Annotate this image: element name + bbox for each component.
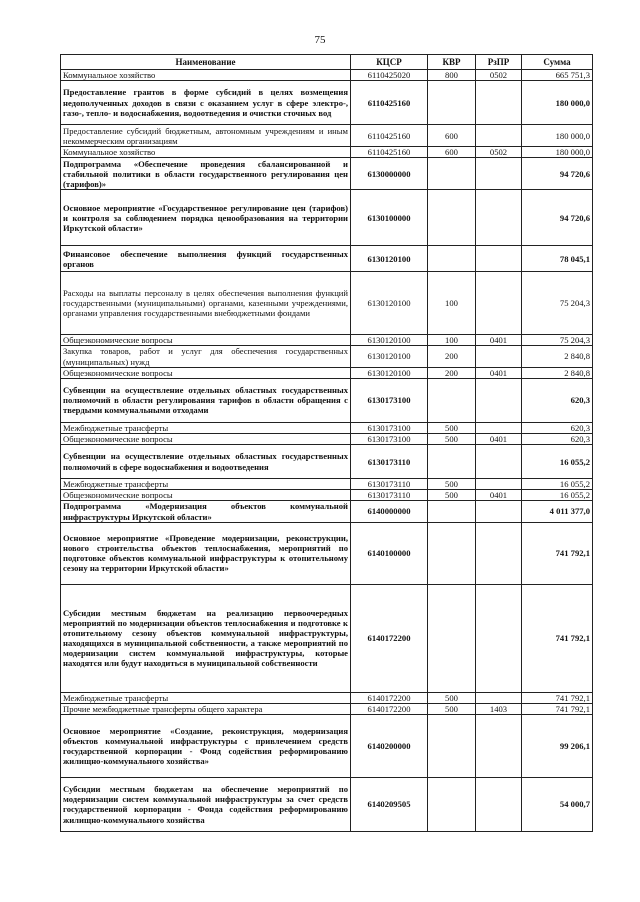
cell-name: Основное мероприятие «Проведение модернизации, реконструкции, нового строительства объектов теплоснабжения, мероприятий по подготовке объектов коммунальной инфраструктуры к отопительному сезону на территории Иркутской области» (61, 522, 351, 584)
cell-kcsr: 6140172200 (351, 584, 428, 692)
table-row (61, 714, 593, 777)
cell-sum: 16 055,2 (522, 490, 593, 501)
cell-rzpr: 0401 (476, 335, 522, 346)
table-row (61, 158, 593, 190)
cell-rzpr (476, 378, 522, 422)
cell-kcsr: 6110425020 (351, 70, 428, 81)
cell-rzpr: 0502 (476, 70, 522, 81)
budget-table (60, 54, 593, 832)
cell-kvr (428, 584, 476, 692)
header-kcsr: КЦСР (351, 55, 428, 70)
cell-kvr: 500 (428, 490, 476, 501)
cell-name: Предоставление субсидий бюджетным, автономным учреждениям и иным некоммерческим организациям (61, 125, 351, 147)
header-name: Наименование (61, 55, 351, 70)
table-row (61, 584, 593, 692)
table-row (61, 367, 593, 378)
cell-kvr (428, 378, 476, 422)
cell-kvr: 600 (428, 125, 476, 147)
cell-sum: 75 204,3 (522, 272, 593, 335)
cell-rzpr (476, 190, 522, 246)
cell-sum: 78 045,1 (522, 246, 593, 272)
cell-name: Финансовое обеспечение выполнения функций государственных органов (61, 246, 351, 272)
cell-kvr: 200 (428, 346, 476, 367)
cell-name: Основное мероприятие «Государственное регулирование цен (тарифов) и контроля за соблюдением порядка ценообразования на территории Иркутской области» (61, 190, 351, 246)
table-row (61, 479, 593, 490)
table-row (61, 246, 593, 272)
cell-kcsr: 6130120100 (351, 272, 428, 335)
cell-kcsr: 6130000000 (351, 158, 428, 190)
cell-sum: 94 720,6 (522, 158, 593, 190)
cell-sum: 665 751,3 (522, 70, 593, 81)
cell-sum: 4 011 377,0 (522, 501, 593, 522)
cell-kvr: 500 (428, 422, 476, 433)
cell-rzpr: 0401 (476, 490, 522, 501)
cell-kvr: 600 (428, 147, 476, 158)
cell-sum: 180 000,0 (522, 147, 593, 158)
cell-name: Общеэкономические вопросы (61, 490, 351, 501)
cell-sum: 180 000,0 (522, 125, 593, 147)
cell-rzpr: 0401 (476, 367, 522, 378)
cell-kvr (428, 714, 476, 777)
cell-rzpr (476, 714, 522, 777)
cell-kvr (428, 81, 476, 125)
cell-name: Общеэкономические вопросы (61, 367, 351, 378)
cell-sum: 741 792,1 (522, 692, 593, 703)
cell-rzpr (476, 584, 522, 692)
cell-sum: 620,3 (522, 422, 593, 433)
cell-kvr (428, 522, 476, 584)
cell-sum: 75 204,3 (522, 335, 593, 346)
cell-rzpr (476, 346, 522, 367)
cell-rzpr (476, 246, 522, 272)
cell-name: Подпрограмма «Модернизация объектов коммунальной инфраструктуры Иркутской области» (61, 501, 351, 522)
cell-sum: 94 720,6 (522, 190, 593, 246)
cell-kcsr: 6130173110 (351, 445, 428, 479)
cell-sum: 16 055,2 (522, 445, 593, 479)
cell-rzpr (476, 501, 522, 522)
cell-sum: 2 840,8 (522, 367, 593, 378)
table-row (61, 378, 593, 422)
cell-rzpr (476, 272, 522, 335)
cell-rzpr (476, 81, 522, 125)
cell-kvr: 500 (428, 479, 476, 490)
cell-kcsr: 6110425160 (351, 81, 428, 125)
cell-rzpr: 1403 (476, 703, 522, 714)
table-row (61, 190, 593, 246)
cell-kcsr: 6130173110 (351, 490, 428, 501)
page-number: 75 (314, 34, 326, 46)
header-sum: Сумма (522, 55, 593, 70)
cell-rzpr (476, 522, 522, 584)
cell-kvr: 800 (428, 70, 476, 81)
table-row (61, 522, 593, 584)
cell-name: Подпрограмма «Обеспечение проведения сбалансированной и стабильной политики в области государственного регулирования цен (тарифов)» (61, 158, 351, 190)
table-row (61, 433, 593, 444)
cell-kvr: 500 (428, 703, 476, 714)
table-row (61, 692, 593, 703)
cell-kcsr: 6140209505 (351, 777, 428, 831)
cell-kvr (428, 190, 476, 246)
table-row (61, 703, 593, 714)
cell-kcsr: 6130100000 (351, 190, 428, 246)
cell-kcsr: 6130173100 (351, 378, 428, 422)
cell-kcsr: 6110425160 (351, 125, 428, 147)
cell-kvr: 500 (428, 433, 476, 444)
cell-sum: 620,3 (522, 433, 593, 444)
cell-kcsr: 6140172200 (351, 703, 428, 714)
cell-sum: 620,3 (522, 378, 593, 422)
cell-rzpr (476, 479, 522, 490)
cell-name: Прочие межбюджетные трансферты общего характера (61, 703, 351, 714)
cell-name: Коммунальное хозяйство (61, 147, 351, 158)
cell-kcsr: 6110425160 (351, 147, 428, 158)
cell-sum: 741 792,1 (522, 584, 593, 692)
table-row (61, 335, 593, 346)
cell-name: Общеэкономические вопросы (61, 433, 351, 444)
cell-rzpr (476, 158, 522, 190)
cell-name: Коммунальное хозяйство (61, 70, 351, 81)
header-kvr: КВР (428, 55, 476, 70)
cell-kcsr: 6140000000 (351, 501, 428, 522)
cell-kvr: 200 (428, 367, 476, 378)
cell-kcsr: 6140100000 (351, 522, 428, 584)
table-row (61, 147, 593, 158)
cell-kvr: 100 (428, 272, 476, 335)
cell-rzpr: 0502 (476, 147, 522, 158)
table-header-row (61, 55, 593, 70)
cell-kcsr: 6130120100 (351, 346, 428, 367)
table-row (61, 501, 593, 522)
cell-name: Межбюджетные трансферты (61, 692, 351, 703)
cell-kcsr: 6130173100 (351, 422, 428, 433)
cell-kvr (428, 501, 476, 522)
table-row (61, 272, 593, 335)
cell-name: Межбюджетные трансферты (61, 422, 351, 433)
cell-name: Общеэкономические вопросы (61, 335, 351, 346)
cell-kvr: 100 (428, 335, 476, 346)
cell-name: Субвенции на осуществление отдельных областных государственных полномочий в сфере водоснабжения и водоотведения (61, 445, 351, 479)
cell-kcsr: 6140200000 (351, 714, 428, 777)
cell-kvr: 500 (428, 692, 476, 703)
table-row (61, 422, 593, 433)
cell-rzpr: 0401 (476, 433, 522, 444)
table-row (61, 346, 593, 367)
table-row (61, 81, 593, 125)
cell-rzpr (476, 777, 522, 831)
table-row (61, 445, 593, 479)
cell-name: Предоставление грантов в форме субсидий в целях возмещения недополученных доходов в связи с оказанием услуг в сфере электро-, газо-, тепло- и водоснабжения, водоотведения и очистки сточных вод (61, 81, 351, 125)
table-body (61, 70, 593, 832)
cell-sum: 741 792,1 (522, 522, 593, 584)
cell-sum: 180 000,0 (522, 81, 593, 125)
cell-rzpr (476, 692, 522, 703)
header-rzpr: РзПР (476, 55, 522, 70)
cell-name: Основное мероприятие «Создание, реконструкция, модернизация объектов коммунальной инфраструктуры с привлечением средств государственной корпорации - Фонд содействия реформированию жилищно-коммунального хозяйства» (61, 714, 351, 777)
cell-sum: 99 206,1 (522, 714, 593, 777)
cell-name: Закупка товаров, работ и услуг для обеспечения государственных (муниципальных) нужд (61, 346, 351, 367)
cell-kvr (428, 445, 476, 479)
table-row (61, 125, 593, 147)
cell-kcsr: 6130120100 (351, 367, 428, 378)
cell-kcsr: 6140172200 (351, 692, 428, 703)
cell-kvr (428, 158, 476, 190)
cell-kcsr: 6130120100 (351, 335, 428, 346)
cell-rzpr (476, 125, 522, 147)
cell-kcsr: 6130120100 (351, 246, 428, 272)
cell-sum: 2 840,8 (522, 346, 593, 367)
cell-name: Субсидии местным бюджетам на реализацию первоочередных мероприятий по модернизации объектов теплоснабжения и подготовке к отопительному сезону объектов коммунальной инфраструктуры, находящихся в муниципальной собственности, а также мероприятий по модернизации систем коммунальной инфраструктуры, которые находятся или будут находиться в муниципальной собственности (61, 584, 351, 692)
cell-sum: 54 000,7 (522, 777, 593, 831)
table-row (61, 490, 593, 501)
cell-rzpr (476, 422, 522, 433)
cell-sum: 741 792,1 (522, 703, 593, 714)
cell-name: Субвенции на осуществление отдельных областных государственных полномочий в области регулирования тарифов в области обращения с твердыми коммунальными отходами (61, 378, 351, 422)
cell-kcsr: 6130173100 (351, 433, 428, 444)
cell-name: Субсидии местным бюджетам на обеспечение мероприятий по модернизации систем коммунальной инфраструктуры за счет средств государственной корпорации - Фонда содействия реформированию жилищно-коммунального хозяйства (61, 777, 351, 831)
cell-rzpr (476, 445, 522, 479)
table-row (61, 777, 593, 831)
cell-kcsr: 6130173110 (351, 479, 428, 490)
cell-sum: 16 055,2 (522, 479, 593, 490)
cell-name: Расходы на выплаты персоналу в целях обеспечения выполнения функций государственными (муниципальными) органами, казенными учреждениями, органами управления государственными внебюджетными фондами (61, 272, 351, 335)
table-row (61, 70, 593, 81)
cell-kvr (428, 777, 476, 831)
cell-kvr (428, 246, 476, 272)
cell-name: Межбюджетные трансферты (61, 479, 351, 490)
